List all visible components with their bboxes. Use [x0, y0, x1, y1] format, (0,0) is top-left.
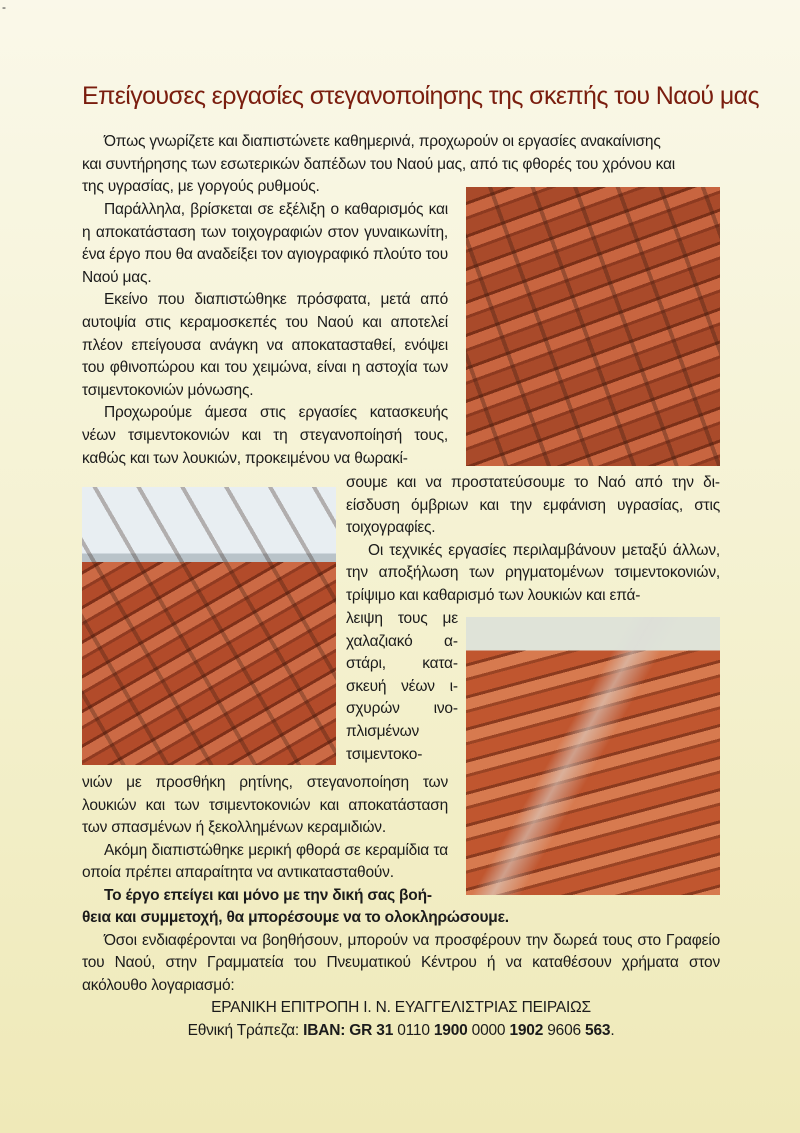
bank-account [82, 1020, 720, 1043]
broken-tiles-photo [82, 487, 336, 765]
roof-damage-photo [466, 187, 720, 466]
paragraph-6: Ακόμη διαπιστώθηκε μερική φθορά σε κεραμίδια τα οποία πρέπει απαραίτητα να αντικατασταθούν. [82, 841, 448, 882]
paragraph-3: Εκείνο που διαπιστώθηκε πρόσφατα, μετά από αυτοψία στις κεραμοσκεπές του Ναού και αποτελεί πλέον επείγουσα ανάγκη να αποκατασταθεί, ενόψει του φθινοπώρου και του χειμώνα, είναι η αστοχία των τσιμεντοκονιών μόνωσης. [82, 291, 448, 399]
page-title: Επείγουσες εργασίες στεγανοποίησης της σκεπής του Ναού μας [82, 82, 759, 110]
paragraph-5b: λειψη τους με χαλαζιακό αστάρι, κατασκευή νέων ισχυρών ινοπλισμένων τσιμεντοκο- [346, 610, 458, 763]
left-column-1 [82, 199, 448, 470]
committee-name: ΕΡΑΝΙΚΗ ΕΠΙΤΡΟΠΗ Ι. Ν. ΕΥΑΓΓΕΛΙΣΤΡΙΑΣ ΠΕΙΡΑΙΩΣ [211, 999, 591, 1017]
paragraph-5c: νιών με προσθήκη ρητίνης, στεγανοποίηση των λουκιών και των τσιμεντοκονιών και αποκατάσταση των σπασμένων ή ξεκολλημένων κεραμιδιών. [82, 774, 448, 837]
iban-group-4: 1902 [509, 1021, 544, 1039]
paragraph-7-line-2 [82, 907, 720, 930]
corner-mark: - [2, 0, 6, 14]
closing-block [82, 907, 720, 1043]
paragraph-1-line-3: της υγρασίας, με γοργούς ρυθμούς. [82, 178, 320, 196]
iban-group-5: 9606 [543, 1021, 586, 1039]
iban-end: . [610, 1021, 615, 1039]
paragraph-1-line-2: και συντήρησης των εσωτερικών δαπέδων του Ναού μας, από τις φθορές του χρόνου και [82, 155, 675, 173]
iban-group-6: 563 [585, 1021, 611, 1039]
paragraph-4b: σουμε και να προστατεύσουμε το Ναό από την διείσδυση όμβριων και την εμφάνιση υγρασίας, στις τοιχογραφίες. [346, 474, 720, 537]
iban-group-2: 1900 [433, 1021, 468, 1039]
narrow-column [346, 608, 458, 766]
appeal-line-2: θεια και συμμετοχή, θα μπορέσουμε να το ολοκληρώσουμε. [82, 909, 509, 926]
paragraph-5a: Οι τεχνικές εργασίες περιλαμβάνουν μεταξύ άλλων, την αποξήλωση των ρηγματομένων τσιμεντοκονιών, τρίψιμο και καθαρισμό των λουκιών και επά- [346, 541, 720, 604]
paragraph-8: Όσοι ενδιαφέρονται να βοηθήσουν, μπορούν να προσφέρουν την δωρεά τους στο Γραφείο του Ναού, στην Γραμματεία του Πνευματικού Κέντρου ή να καταθέσουν χρήματα στον ακόλουθο λογαριασμό: [82, 931, 720, 994]
workers-photo [466, 617, 720, 895]
right-column-1 [346, 472, 720, 608]
iban-group-1: 0110 [393, 1021, 434, 1039]
iban-group-3: 0000 [467, 1021, 510, 1039]
left-column-2 [82, 772, 448, 908]
paragraph-1-line-1: Όπως γνωρίζετε και διαπιστώνετε καθημερινά, προχωρούν οι εργασίες ανακαίνισης [104, 133, 661, 150]
iban-label: IBAN: GR 31 [303, 1021, 394, 1039]
paragraph-2: Παράλληλα, βρίσκεται σε εξέλιξη ο καθαρισμός και η αποκατάσταση των τοιχογραφιών στον γυναικωνίτη, ένα έργο που θα αναδείξει τον αγιογραφικό πλούτο του Ναού μας. [82, 201, 448, 286]
paragraph-7-line-1 [82, 885, 448, 908]
bank-label: Εθνική Τράπεζα: [187, 1021, 304, 1039]
paragraph-4a: Προχωρούμε άμεσα στις εργασίες κατασκευής νέων τσιμεντοκονιών και τη στεγανοποίησή τους, καθώς και των λουκιών, προκειμένου να θωρακί- [82, 404, 448, 467]
appeal-line-1: Το έργο επείγει και μόνο με την δική σας βοή- [104, 886, 432, 904]
